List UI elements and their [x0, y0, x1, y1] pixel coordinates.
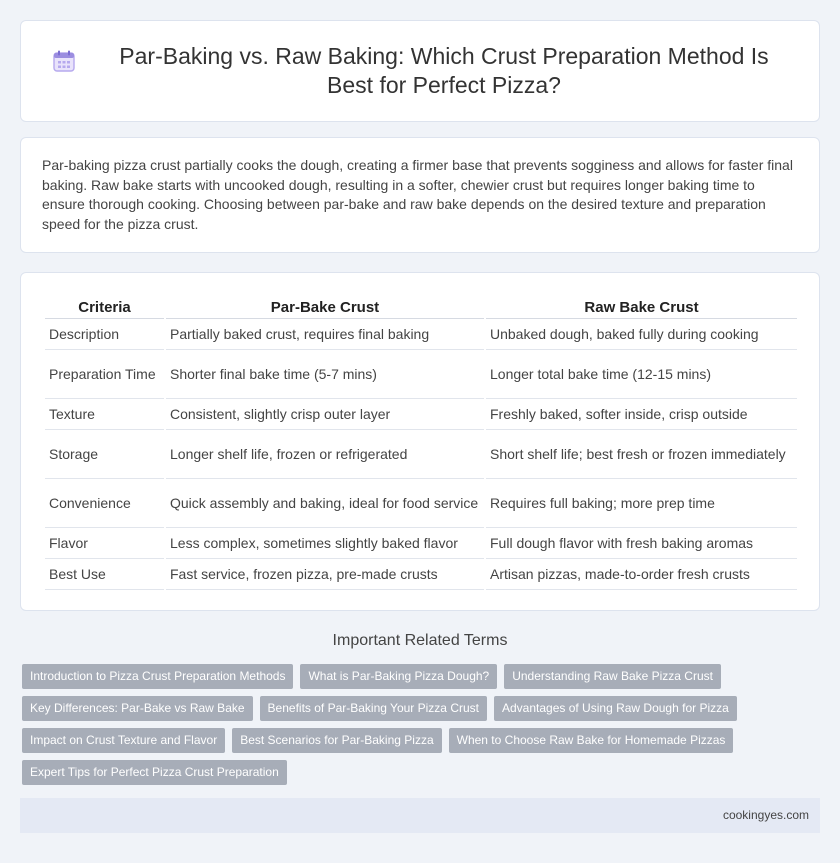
- footer-site-link[interactable]: cookingyes.com: [722, 808, 809, 822]
- row-criteria: Storage: [45, 430, 164, 479]
- row-criteria: Convenience: [45, 479, 164, 528]
- related-tag[interactable]: Benefits of Par-Baking Your Pizza Crust: [260, 696, 487, 721]
- related-tag[interactable]: Understanding Raw Bake Pizza Crust: [504, 664, 721, 689]
- row-par-bake: Less complex, sometimes slightly baked flavor: [166, 528, 484, 559]
- calendar-icon: [51, 48, 77, 74]
- related-tag[interactable]: What is Par-Baking Pizza Dough?: [300, 664, 497, 689]
- related-terms-tags: [22, 664, 822, 792]
- title-wrap: [51, 42, 789, 100]
- row-raw-bake: Full dough flavor with fresh baking aromas: [486, 528, 797, 559]
- footer: [20, 798, 820, 833]
- table-row: [45, 479, 797, 528]
- related-tag[interactable]: Introduction to Pizza Crust Preparation Methods: [22, 664, 293, 689]
- row-raw-bake: Longer total bake time (12-15 mins): [486, 350, 797, 399]
- related-tag[interactable]: Key Differences: Par-Bake vs Raw Bake: [22, 696, 253, 721]
- header-raw-bake: Raw Bake Crust: [486, 295, 797, 319]
- related-tag[interactable]: Advantages of Using Raw Dough for Pizza: [494, 696, 737, 721]
- row-raw-bake: Unbaked dough, baked fully during cooking: [486, 319, 797, 350]
- related-terms-title: Important Related Terms: [332, 632, 508, 649]
- intro-card: [20, 137, 820, 253]
- table-row: [45, 430, 797, 479]
- table-row: [45, 528, 797, 559]
- related-tag[interactable]: Best Scenarios for Par-Baking Pizza: [232, 728, 441, 753]
- related-tag[interactable]: Expert Tips for Perfect Pizza Crust Preparation: [22, 760, 287, 785]
- row-criteria: Flavor: [45, 528, 164, 559]
- row-criteria: Best Use: [45, 559, 164, 590]
- table-header-row: [45, 295, 797, 319]
- row-raw-bake: Freshly baked, softer inside, crisp outside: [486, 399, 797, 430]
- row-criteria: Texture: [45, 399, 164, 430]
- table-row: [45, 319, 797, 350]
- row-par-bake: Fast service, frozen pizza, pre-made crusts: [166, 559, 484, 590]
- page-title: Par-Baking vs. Raw Baking: Which Crust Preparation Method Is Best for Perfect Pizza?: [119, 43, 769, 98]
- table-row: [45, 350, 797, 399]
- row-par-bake: Longer shelf life, frozen or refrigerated: [166, 430, 484, 479]
- table-row: [45, 399, 797, 430]
- row-raw-bake: Artisan pizzas, made-to-order fresh crusts: [486, 559, 797, 590]
- table-row: [45, 559, 797, 590]
- related-tag[interactable]: Impact on Crust Texture and Flavor: [22, 728, 225, 753]
- header-criteria: Criteria: [45, 295, 164, 319]
- row-raw-bake: Short shelf life; best fresh or frozen immediately: [486, 430, 797, 479]
- row-par-bake: Quick assembly and baking, ideal for food service: [166, 479, 484, 528]
- row-criteria: Description: [45, 319, 164, 350]
- row-raw-bake: Requires full baking; more prep time: [486, 479, 797, 528]
- intro-paragraph: Par-baking pizza crust partially cooks the dough, creating a firmer base that prevents sogginess and allows for faster final baking. Raw bake starts with uncooked dough, resulting in a softer, chewier crust but requires longer baking time to ensure thorough cooking. Choosing between par-bake and raw bake depends on the desired texture and preparation speed for the pizza crust.: [42, 157, 793, 232]
- row-par-bake: Partially baked crust, requires final baking: [166, 319, 484, 350]
- row-par-bake: Consistent, slightly crisp outer layer: [166, 399, 484, 430]
- comparison-card: [20, 272, 820, 611]
- header-par-bake: Par-Bake Crust: [166, 295, 484, 319]
- row-criteria: Preparation Time: [45, 350, 164, 399]
- row-par-bake: Shorter final bake time (5-7 mins): [166, 350, 484, 399]
- related-tag[interactable]: When to Choose Raw Bake for Homemade Pizzas: [449, 728, 734, 753]
- comparison-table: [43, 295, 799, 590]
- title-card: [20, 20, 820, 122]
